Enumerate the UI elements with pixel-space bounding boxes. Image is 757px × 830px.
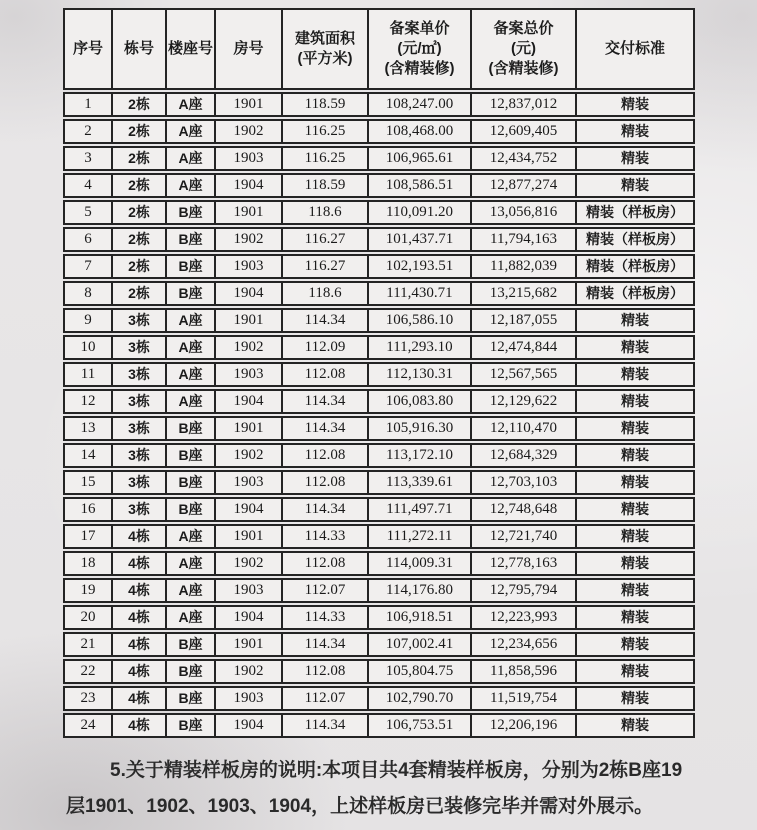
table-row [63,578,695,603]
cell: 12,567,565 [472,362,577,387]
cell: 4栋 [113,659,167,684]
table-row [63,146,695,171]
cell: 11 [63,362,113,387]
table-row [63,173,695,198]
table-row [63,524,695,549]
table-row [63,659,695,684]
cell: 118.59 [283,92,369,117]
cell: 108,586.51 [369,173,472,198]
cell: 20 [63,605,113,630]
cell: 102,790.70 [369,686,472,711]
cell: 16 [63,497,113,522]
cell: 116.25 [283,146,369,171]
cell: 3 [63,146,113,171]
cell: B座 [167,200,216,225]
cell: 12,129,622 [472,389,577,414]
column-header: 建筑面积 (平方米) [283,8,369,90]
column-header: 交付标准 [577,8,695,90]
cell: 精装（样板房） [577,254,695,279]
cell: B座 [167,281,216,306]
cell: 1901 [216,200,283,225]
cell: 111,272.11 [369,524,472,549]
cell: 22 [63,659,113,684]
note-line-2: 层1901、1902、1903、1904，上述样板房已装修完毕并需对外展示。 [66,796,654,817]
cell: 3栋 [113,389,167,414]
cell: 7 [63,254,113,279]
cell: 2栋 [113,146,167,171]
cell: 13,215,682 [472,281,577,306]
cell: 112.08 [283,551,369,576]
cell: 12,837,012 [472,92,577,117]
table-row [63,416,695,441]
cell: 10 [63,335,113,360]
cell: 113,339.61 [369,470,472,495]
cell: 2栋 [113,200,167,225]
cell: 1904 [216,605,283,630]
cell: 110,091.20 [369,200,472,225]
cell: 精装 [577,389,695,414]
cell: 114.33 [283,605,369,630]
cell: B座 [167,632,216,657]
cell: B座 [167,497,216,522]
cell: B座 [167,443,216,468]
column-header: 备案总价 (元) (含精装修) [472,8,577,90]
cell: 4 [63,173,113,198]
cell: 12,110,470 [472,416,577,441]
cell: 108,468.00 [369,119,472,144]
table-row [63,92,695,117]
cell: 114.34 [283,497,369,522]
cell: 106,586.10 [369,308,472,333]
cell: 17 [63,524,113,549]
cell: 1901 [216,416,283,441]
column-header: 序号 [63,8,113,90]
cell: 112.07 [283,686,369,711]
cell: 11,519,754 [472,686,577,711]
table-row [63,362,695,387]
cell: B座 [167,416,216,441]
cell: 116.27 [283,254,369,279]
table-row [63,281,695,306]
table-row [63,254,695,279]
cell: 12,795,794 [472,578,577,603]
cell: 114,009.31 [369,551,472,576]
column-header: 楼座号 [167,8,216,90]
cell: 精装 [577,308,695,333]
cell: 2栋 [113,254,167,279]
table-row [63,497,695,522]
cell: 12,609,405 [472,119,577,144]
table-row [63,605,695,630]
cell: 12,778,163 [472,551,577,576]
cell: 2栋 [113,281,167,306]
cell: 12,234,656 [472,632,577,657]
cell: 4栋 [113,578,167,603]
cell: 5 [63,200,113,225]
cell: 23 [63,686,113,711]
cell: 1904 [216,389,283,414]
cell: A座 [167,173,216,198]
cell: 精装（样板房） [577,200,695,225]
cell: A座 [167,308,216,333]
cell: 106,753.51 [369,713,472,738]
cell: A座 [167,362,216,387]
cell: A座 [167,605,216,630]
cell: 4栋 [113,551,167,576]
cell: 精装 [577,335,695,360]
cell: 精装 [577,92,695,117]
cell: 精装 [577,119,695,144]
table-row [63,443,695,468]
cell: 1901 [216,92,283,117]
cell: 114.34 [283,632,369,657]
cell: B座 [167,227,216,252]
cell: 1903 [216,470,283,495]
table-row [63,686,695,711]
cell: 102,193.51 [369,254,472,279]
cell: A座 [167,146,216,171]
table-row [63,470,695,495]
cell: 118.6 [283,200,369,225]
cell: 15 [63,470,113,495]
cell: 108,247.00 [369,92,472,117]
cell: 精装 [577,470,695,495]
cell: 精装 [577,605,695,630]
cell: 精装 [577,659,695,684]
cell: 105,916.30 [369,416,472,441]
cell: 116.27 [283,227,369,252]
cell: 精装 [577,686,695,711]
cell: 4栋 [113,632,167,657]
cell: A座 [167,119,216,144]
cell: 1902 [216,227,283,252]
cell: 11,858,596 [472,659,577,684]
cell: 1902 [216,119,283,144]
cell: 精装 [577,416,695,441]
cell: 2栋 [113,92,167,117]
cell: 4栋 [113,713,167,738]
cell: A座 [167,335,216,360]
cell: 106,965.61 [369,146,472,171]
cell: 1903 [216,578,283,603]
cell: 21 [63,632,113,657]
cell: 112.09 [283,335,369,360]
price-table [63,6,695,740]
cell: 112.07 [283,578,369,603]
cell: 107,002.41 [369,632,472,657]
cell: 106,918.51 [369,605,472,630]
table-row [63,308,695,333]
cell: 114.34 [283,389,369,414]
table-row [63,713,695,738]
table-row [63,200,695,225]
cell: 3栋 [113,443,167,468]
cell: 114.34 [283,713,369,738]
cell: 12,684,329 [472,443,577,468]
cell: 1901 [216,308,283,333]
cell: 112,130.31 [369,362,472,387]
cell: A座 [167,551,216,576]
table-row [63,389,695,414]
cell: 8 [63,281,113,306]
cell: 114.34 [283,308,369,333]
cell: 精装 [577,146,695,171]
cell: 1902 [216,659,283,684]
cell: 111,430.71 [369,281,472,306]
cell: 3栋 [113,416,167,441]
cell: 1903 [216,254,283,279]
cell: 3栋 [113,362,167,387]
cell: 24 [63,713,113,738]
cell: A座 [167,524,216,549]
cell: 111,497.71 [369,497,472,522]
cell: 114.33 [283,524,369,549]
cell: 12,703,103 [472,470,577,495]
table-row [63,551,695,576]
cell: 1902 [216,443,283,468]
cell: 3栋 [113,335,167,360]
cell: 112.08 [283,470,369,495]
cell: B座 [167,470,216,495]
cell: 112.08 [283,659,369,684]
column-header: 房号 [216,8,283,90]
cell: 3栋 [113,308,167,333]
cell: 118.6 [283,281,369,306]
cell: 18 [63,551,113,576]
cell: 精装（样板房） [577,281,695,306]
cell: B座 [167,713,216,738]
cell: 1902 [216,335,283,360]
cell: 9 [63,308,113,333]
table-row [63,632,695,657]
cell: 2 [63,119,113,144]
cell: 101,437.71 [369,227,472,252]
cell: 12,748,648 [472,497,577,522]
cell: 3栋 [113,497,167,522]
table-row [63,335,695,360]
cell: 112.08 [283,443,369,468]
cell: 12 [63,389,113,414]
cell: 精装 [577,173,695,198]
cell: 12,187,055 [472,308,577,333]
cell: 114,176.80 [369,578,472,603]
cell: 19 [63,578,113,603]
cell: 3栋 [113,470,167,495]
cell: 精装 [577,362,695,387]
note-paragraph [66,753,726,825]
cell: A座 [167,92,216,117]
cell: 12,223,993 [472,605,577,630]
cell: 2栋 [113,119,167,144]
cell: 111,293.10 [369,335,472,360]
cell: 精装 [577,578,695,603]
cell: 12,206,196 [472,713,577,738]
cell: 1904 [216,497,283,522]
cell: 12,474,844 [472,335,577,360]
cell: 118.59 [283,173,369,198]
cell: 12,721,740 [472,524,577,549]
cell: 精装 [577,632,695,657]
cell: 12,877,274 [472,173,577,198]
cell: 12,434,752 [472,146,577,171]
cell: 116.25 [283,119,369,144]
cell: A座 [167,389,216,414]
cell: 13 [63,416,113,441]
table-row [63,227,695,252]
cell: 4栋 [113,524,167,549]
table-row [63,119,695,144]
column-header: 栋号 [113,8,167,90]
table-header-row [63,8,695,90]
cell: 11,794,163 [472,227,577,252]
cell: 1 [63,92,113,117]
cell: 1901 [216,524,283,549]
cell: 1904 [216,173,283,198]
cell: 14 [63,443,113,468]
cell: 1903 [216,686,283,711]
cell: 1904 [216,281,283,306]
cell: 11,882,039 [472,254,577,279]
cell: 106,083.80 [369,389,472,414]
cell: 1903 [216,362,283,387]
note-line-1: 5.关于精装样板房的说明:本项目共4套精装样板房，分别为2栋B座19 [110,760,683,781]
cell: 6 [63,227,113,252]
cell: A座 [167,578,216,603]
cell: B座 [167,686,216,711]
cell: 精装 [577,497,695,522]
cell: 1902 [216,551,283,576]
cell: 4栋 [113,686,167,711]
cell: 4栋 [113,605,167,630]
cell: 精装 [577,524,695,549]
column-header: 备案单价 (元/㎡) (含精装修) [369,8,472,90]
cell: 精装 [577,713,695,738]
cell: 精装 [577,551,695,576]
cell: 1903 [216,146,283,171]
cell: 精装 [577,443,695,468]
cell: 精装（样板房） [577,227,695,252]
cell: 2栋 [113,227,167,252]
cell: 1904 [216,713,283,738]
cell: 13,056,816 [472,200,577,225]
cell: 113,172.10 [369,443,472,468]
cell: 105,804.75 [369,659,472,684]
cell: 2栋 [113,173,167,198]
cell: 114.34 [283,416,369,441]
price-table-container [63,6,695,740]
cell: 1901 [216,632,283,657]
cell: B座 [167,659,216,684]
cell: 112.08 [283,362,369,387]
cell: B座 [167,254,216,279]
